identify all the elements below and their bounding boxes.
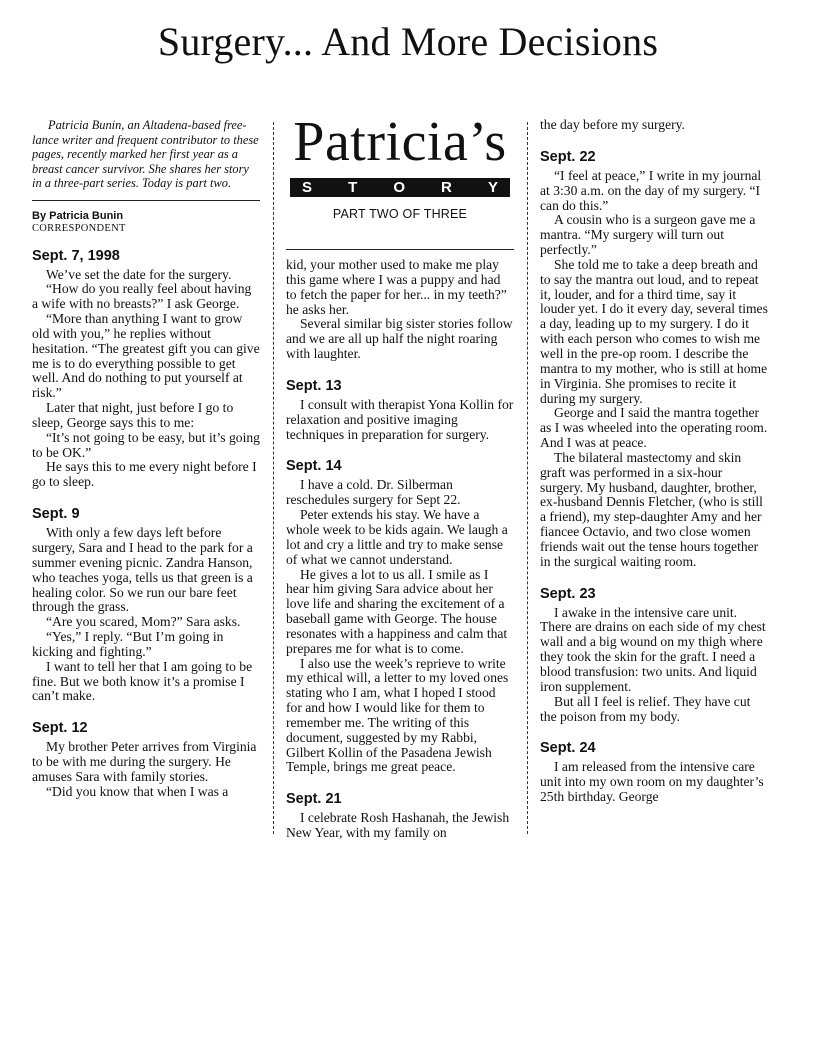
story-letter: O [393,179,405,196]
paragraph: He says this to me every night before I go to sleep. [32,459,257,490]
paragraph: kid, your mother used to make me play this game where I was a puppy and had to fetch the paper for her... in my teeth?” he asks her. [286,257,507,317]
paragraph: He gives a lot to us all. I smile as I hear him giving Sara advice about her love life and sharing the excitement of a baseball game with George. The house resonates with a happiness and calm that prepares me for what is to come. [286,566,508,656]
column-1 [32,118,260,800]
paragraph: “Did you know that when I was a [46,783,229,799]
paragraph: With only a few days left before surgery, Sara and I head to the park for a summer evening picnic. Zandra Hanson, who teaches yoga, tells us that green is a healing color. So we run our bare feet through the grass. [32,525,253,615]
headline: Surgery... And More Decisions [157,19,659,64]
paragraph: I awake in the intensive care unit. There are drains on each side of my chest wall and a big wound on my thigh where they took the skin for the graft. I need a blood transfusion: two units. And liquid iron supplement. [540,604,766,694]
entry-date: Sept. 13 [286,377,342,394]
entry-date: Sept. 23 [540,585,596,602]
paragraph: the day before my surgery. [540,117,685,132]
paragraph: The bilateral mastectomy and skin graft was performed in a six-hour surgery. My husband, daughter, brother, ex-husband Dennis Fletcher, (who is still a friend), my step-daughter Amy and her fiancee Octavio, and two close women friends wait out the tense hours together in the surgical waiting room. [540,449,763,569]
story-letter: S [302,179,313,196]
column-divider [527,122,528,834]
paragraph: I consult with therapist Yona Kollin for relaxation and positive imaging techniques in preparation for surgery. [286,396,514,442]
paragraph: “Yes,” I reply. “But I’m going in kicking and fighting.” [32,629,224,659]
story-letter: Y [487,179,498,196]
intro-blurb: Patricia Bunin, an Altadena-based free-lance writer and frequent contributor to these pages, recently marked her first year as a breast cancer survivor. She shares her story in a three-part series. Today is part two. [32,118,260,201]
entry-date: Sept. 14 [286,458,342,475]
paragraph: I have a cold. Dr. Silberman reschedules surgery for Sept 22. [286,477,461,508]
byline: By Patricia Bunin [32,209,124,222]
entry-date: Sept. 24 [540,740,596,757]
masthead-title: Patricia’s [293,111,507,173]
story-letter: T [348,179,358,196]
column-3 [540,118,768,805]
story-letter: R [441,179,452,196]
paragraph: My brother Peter arrives from Virginia to be with me during the surgery. He amuses Sara with family stories. [32,739,257,784]
paragraph: We’ve set the date for the surgery. [46,266,232,282]
paragraph: “How do you really feel about having a wife with no breasts?” I ask George. [32,281,252,312]
paragraph: I want to tell her that I am going to be fine. But we both know it’s a promise I can’t make. [32,658,253,704]
paragraph: I am released from the intensive care unit into my own room on my daughter’s 25th birthday. George [540,759,764,805]
entry-date: Sept. 12 [32,720,88,737]
entry-date: Sept. 7, 1998 [32,247,120,264]
paragraph: Later that night, just before I go to sleep, George says this to me: [32,400,234,430]
story-banner [290,178,510,197]
paragraph: Several similar big sister stories follow and we are all up half the night roaring with laughter. [286,316,513,362]
series-masthead [286,112,514,250]
entry-date: Sept. 22 [540,148,596,165]
part-label: PART TWO OF THREE [332,207,468,221]
paragraph: George and I said the mantra together as I was wheeled into the operating room. And I was at peace. [540,405,768,451]
paragraph: “I feel at peace,” I write in my journal at 3:30 a.m. on the day of my surgery. “I can do this.” [540,167,762,213]
paragraph: “More than anything I want to grow old with you,” he replies without hesitation. “The greatest gift you can give me is to do everything possible to get well. And do nothing to put yourself at risk.” [32,311,260,401]
column-2 [286,112,514,841]
paragraph: She told me to take a deep breath and to say the mantra out loud, and to repeat it, louder, and for a third time, say it louder yet. I do it every day, several times a day, leading up to my surgery. I do it with each person who comes to wish me well in the pre-op room. I describe the mantra to my mother, who is still at home in Virginia. She promises to recite it during my surgery. [540,256,768,406]
paragraph: A cousin who is a surgeon gave me a mantra. “My surgery will turn out perfectly.” [540,212,756,258]
column-divider [273,122,274,834]
paragraph: “It’s not going to be easy, but it’s going to be OK.” [32,429,260,460]
paragraph: I celebrate Rosh Hashanah, the Jewish New Year, with my family on [286,810,510,841]
byline-role: CORRESPONDENT [32,222,126,234]
entry-date: Sept. 21 [286,791,342,808]
masthead-rule [286,249,514,250]
paragraph: I also use the week’s reprieve to write my ethical will, a letter to my loved ones stating who I am, what I hoped I stood for and how I would like for them to remember me. The writing of this document, suggested by my Rabbi, Gilbert Kollin of the Pasadena Jewish Temple, brings me great peace. [286,655,509,775]
paragraph: Peter extends his stay. We have a whole week to be kids again. We laugh a lot and cry a little and try to make sense of what we cannot understand. [286,507,508,567]
entry-date: Sept. 9 [32,506,80,523]
paragraph: “Are you scared, Mom?” Sara asks. [46,614,241,630]
paragraph: But all I feel is relief. They have cut the poison from my body. [540,693,751,724]
